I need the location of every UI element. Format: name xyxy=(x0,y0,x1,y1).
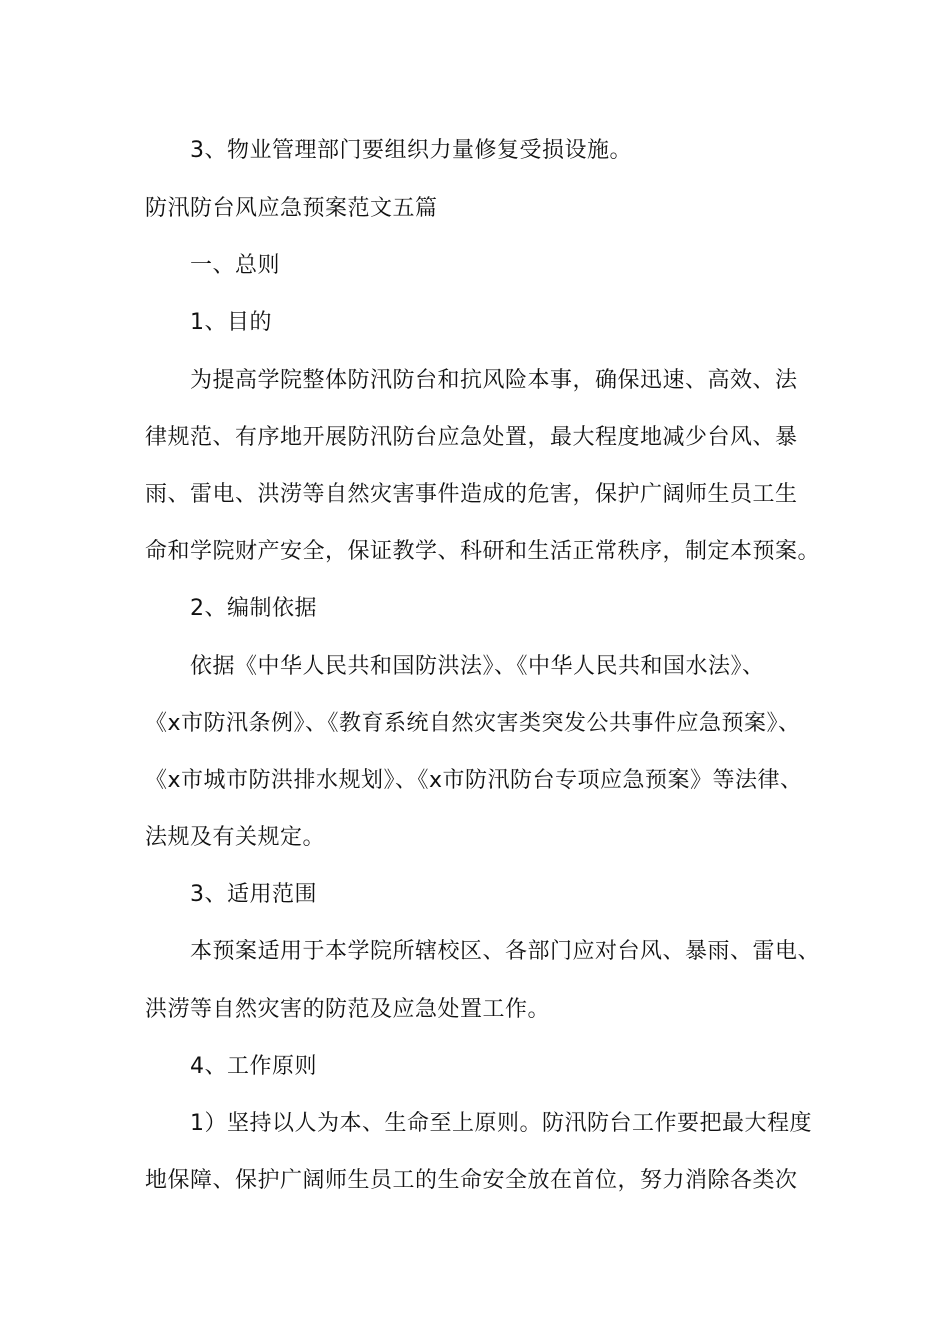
document-title: 防汛防台风应急预案范文五篇 xyxy=(145,196,438,221)
paragraph-repair-facilities: 3、物业管理部门要组织力量修复受损设施。 xyxy=(190,138,632,163)
basis-text-line-2: 《x市防汛条例》、《教育系统自然灾害类突发公共事件应急预案》、 xyxy=(145,711,801,736)
section-heading-general: 一、总则 xyxy=(190,253,281,278)
basis-text-line-4: 法规及有关规定。 xyxy=(145,825,326,850)
subheading-principles: 4、工作原则 xyxy=(190,1054,317,1079)
scope-text-line-2: 洪涝等自然灾害的防范及应急处置工作。 xyxy=(145,997,551,1022)
subheading-purpose: 1、目的 xyxy=(190,310,272,335)
principles-text-line-2: 地保障、保护广阔师生员工的生命安全放在首位，努力消除各类次 xyxy=(145,1168,798,1193)
principles-text-line-1: 1）坚持以人为本、生命至上原则。防汛防台工作要把最大程度 xyxy=(190,1111,812,1136)
purpose-text-line-4: 命和学院财产安全，保证教学、科研和生活正常秩序，制定本预案。 xyxy=(145,539,821,564)
basis-text-line-3: 《x市城市防洪排水规划》、《x市防汛防台专项应急预案》等法律、 xyxy=(145,768,803,793)
purpose-text-line-1: 为提高学院整体防汛防台和抗风险本事，确保迅速、高效、法 xyxy=(190,368,798,393)
basis-text-line-1: 依据《中华人民共和国防洪法》、《中华人民共和国水法》、 xyxy=(190,654,765,679)
purpose-text-line-3: 雨、雷电、洪涝等自然灾害事件造成的危害，保护广阔师生员工生 xyxy=(145,482,798,507)
subheading-scope: 3、适用范围 xyxy=(190,882,317,907)
purpose-text-line-2: 律规范、有序地开展防汛防台应急处置，最大程度地减少台风、暴 xyxy=(145,425,798,450)
scope-text-line-1: 本预案适用于本学院所辖校区、各部门应对台风、暴雨、雷电、 xyxy=(190,939,821,964)
subheading-basis: 2、编制依据 xyxy=(190,596,317,621)
